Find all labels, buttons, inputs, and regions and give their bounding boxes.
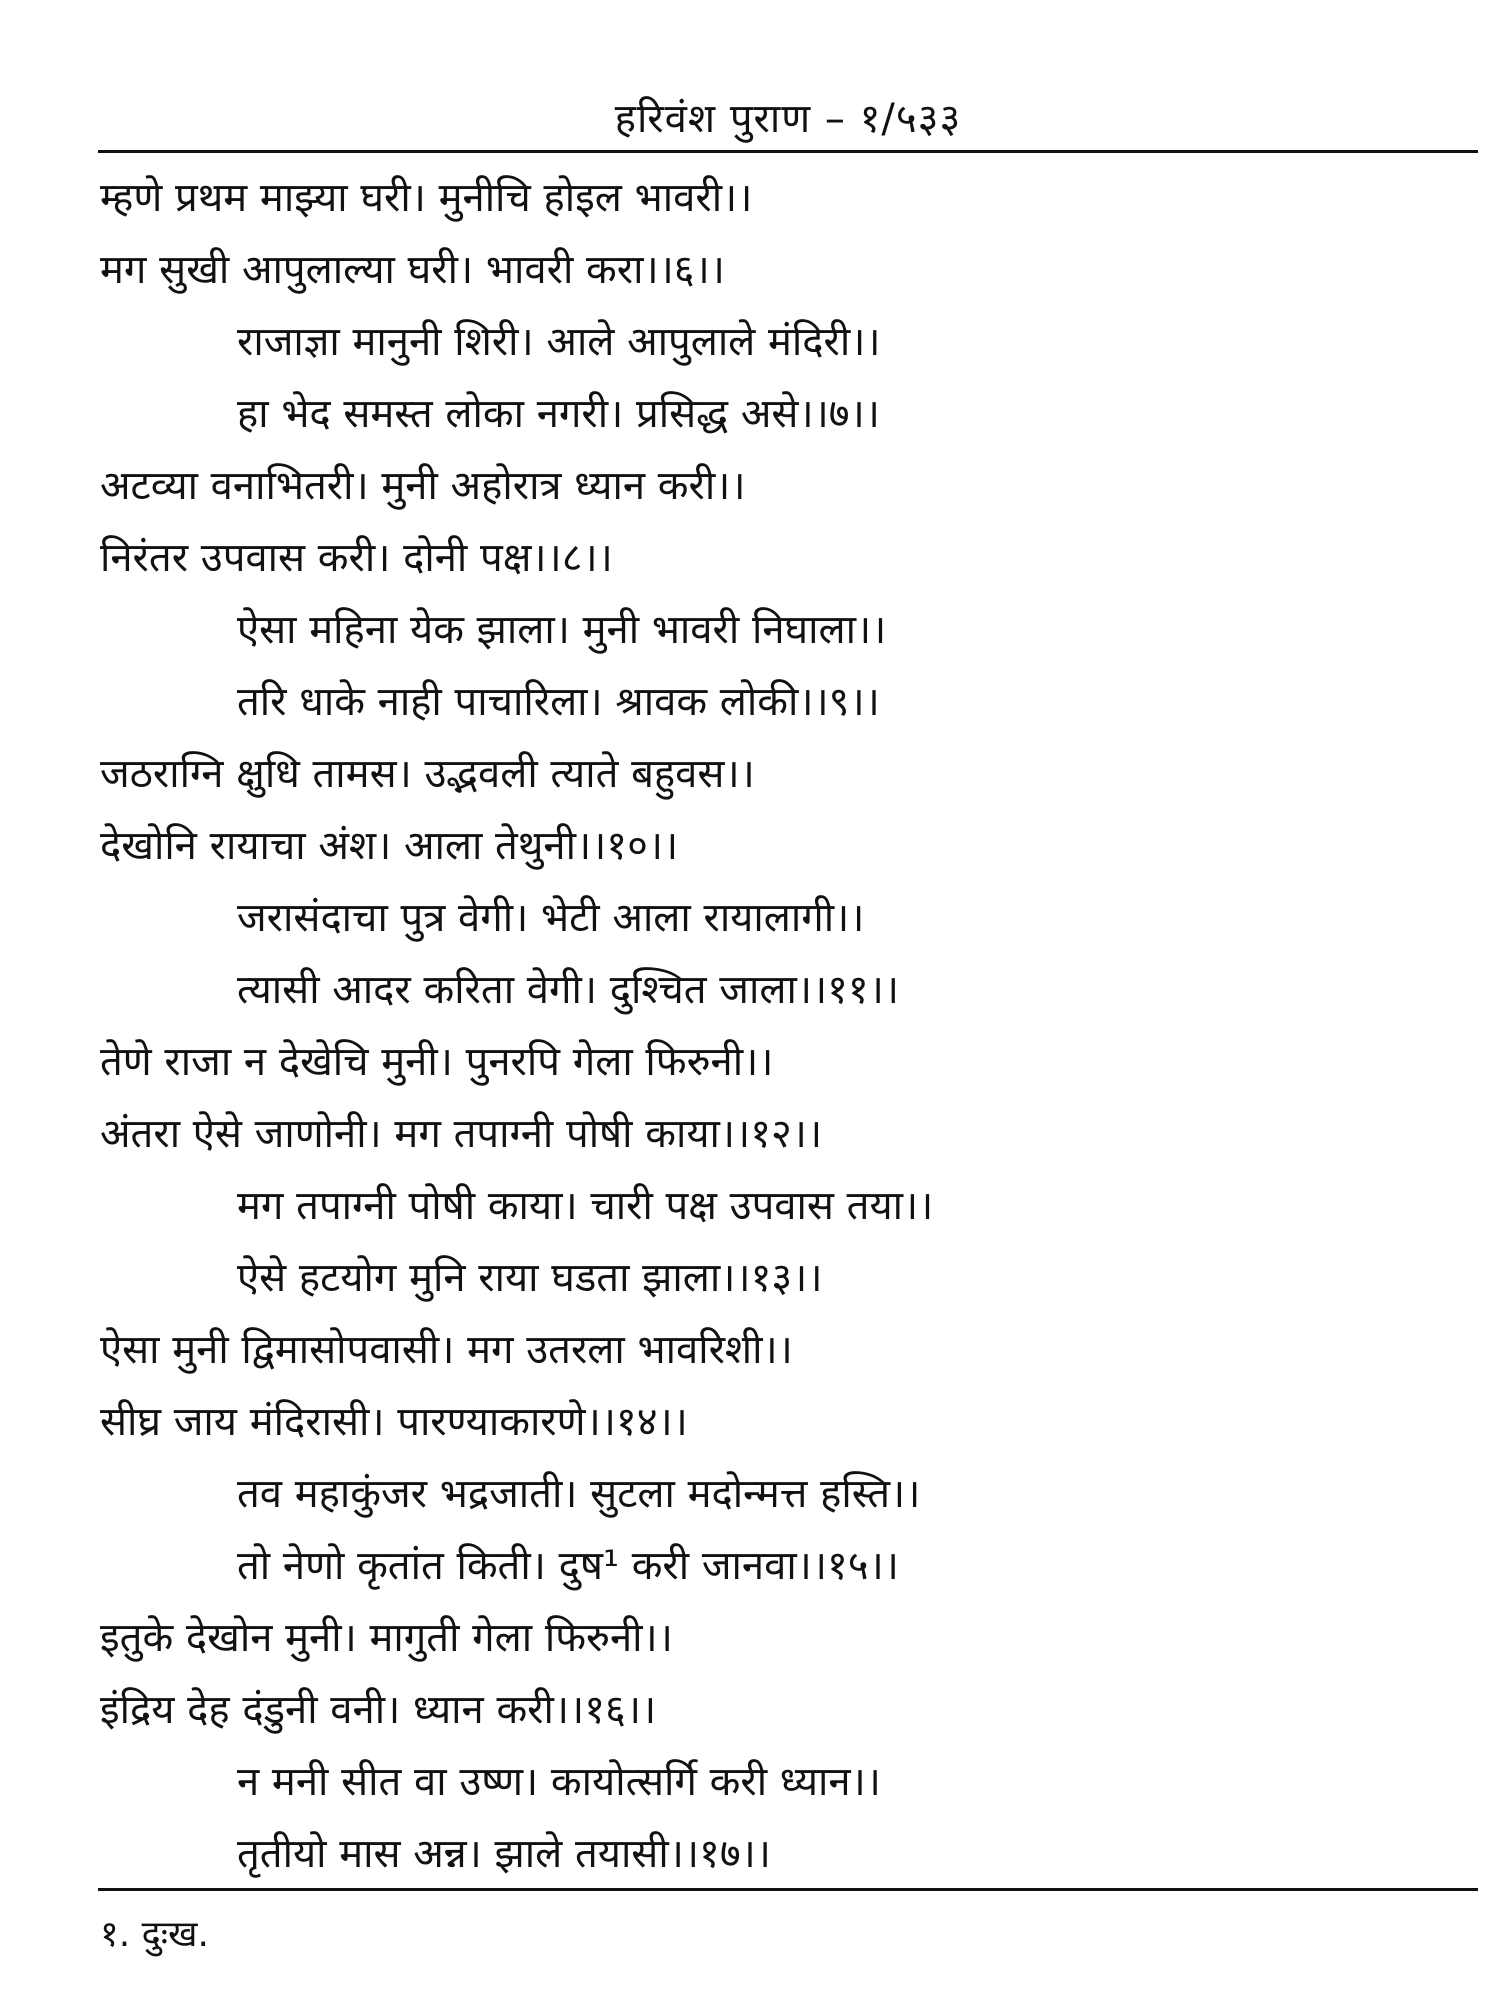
verse-line: इंद्रिय देह दंडुनी वनी। ध्यान करी।।१६।। [100,1687,657,1733]
verse-line: देखोनि रायाचा अंश। आला तेथुनी।।१०।। [100,823,679,869]
verse-line: जठराग्नि क्षुधि तामस। उद्भवली त्याते बहुवस।। [100,751,755,797]
verse-line: न मनी सीत वा उष्ण। कायोत्सर्गि करी ध्यान।। [237,1759,881,1805]
verse-line: ऐसा महिना येक झाला। मुनी भावरी निघाला।। [237,607,887,653]
verse-line: हा भेद समस्त लोका नगरी। प्रसिद्ध असे।।७।। [237,391,880,437]
verse-line: अंतरा ऐसे जाणोनी। मग तपाग्नी पोषी काया।।१२।। [100,1111,823,1157]
verse-line: तो नेणो कृतांत किती। दुष¹ करी जानवा।।१५।। [237,1543,899,1589]
verse-line: निरंतर उपवास करी। दोनी पक्ष।।८।। [100,535,613,581]
running-head: हरिवंश पुराण – १/५३३ [614,96,962,142]
footnote-rule [98,1888,1478,1891]
verse-line: अटव्या वनाभितरी। मुनी अहोरात्र ध्यान करी।। [100,463,746,509]
verse-line: राजाज्ञा मानुनी शिरी। आले आपुलाले मंदिरी।। [237,319,881,365]
verse-line: तृतीयो मास अन्न। झाले तयासी।।१७।। [237,1831,771,1877]
verse-line: इतुके देखोन मुनी। मागुती गेला फिरुनी।। [100,1615,673,1661]
verse-line: तरि धाके नाही पाचारिला। श्रावक लोकी।।९।। [237,679,880,725]
verse-line: तेणे राजा न देखेचि मुनी। पुनरपि गेला फिरुनी।। [100,1039,774,1085]
verse-line: तव महाकुंजर भद्रजाती। सुटला मदोन्मत्त हस्ति।। [237,1471,921,1517]
verse-line: ऐसे हटयोग मुनि राया घडता झाला।।१३।। [237,1255,823,1301]
verse-line: मग सुखी आपुलाल्या घरी। भावरी करा।।६।। [100,247,725,293]
verse-line: जरासंदाचा पुत्र वेगी। भेटी आला रायालागी।। [237,895,865,941]
verse-line: सीघ्र जाय मंदिरासी। पारण्याकारणे।।१४।। [100,1399,688,1445]
verse-line: म्हणे प्रथम माझ्या घरी। मुनीचि होइल भावरी।। [100,175,753,221]
footnote: १. दुःख. [100,1914,209,1955]
verse-line: त्यासी आदर करिता वेगी। दुश्चित जाला।।११।। [237,967,900,1013]
verse-line: ऐसा मुनी द्विमासोपवासी। मग उतरला भावरिशी।। [100,1327,793,1373]
verse-line: मग तपाग्नी पोषी काया। चारी पक्ष उपवास तया।। [237,1183,934,1229]
